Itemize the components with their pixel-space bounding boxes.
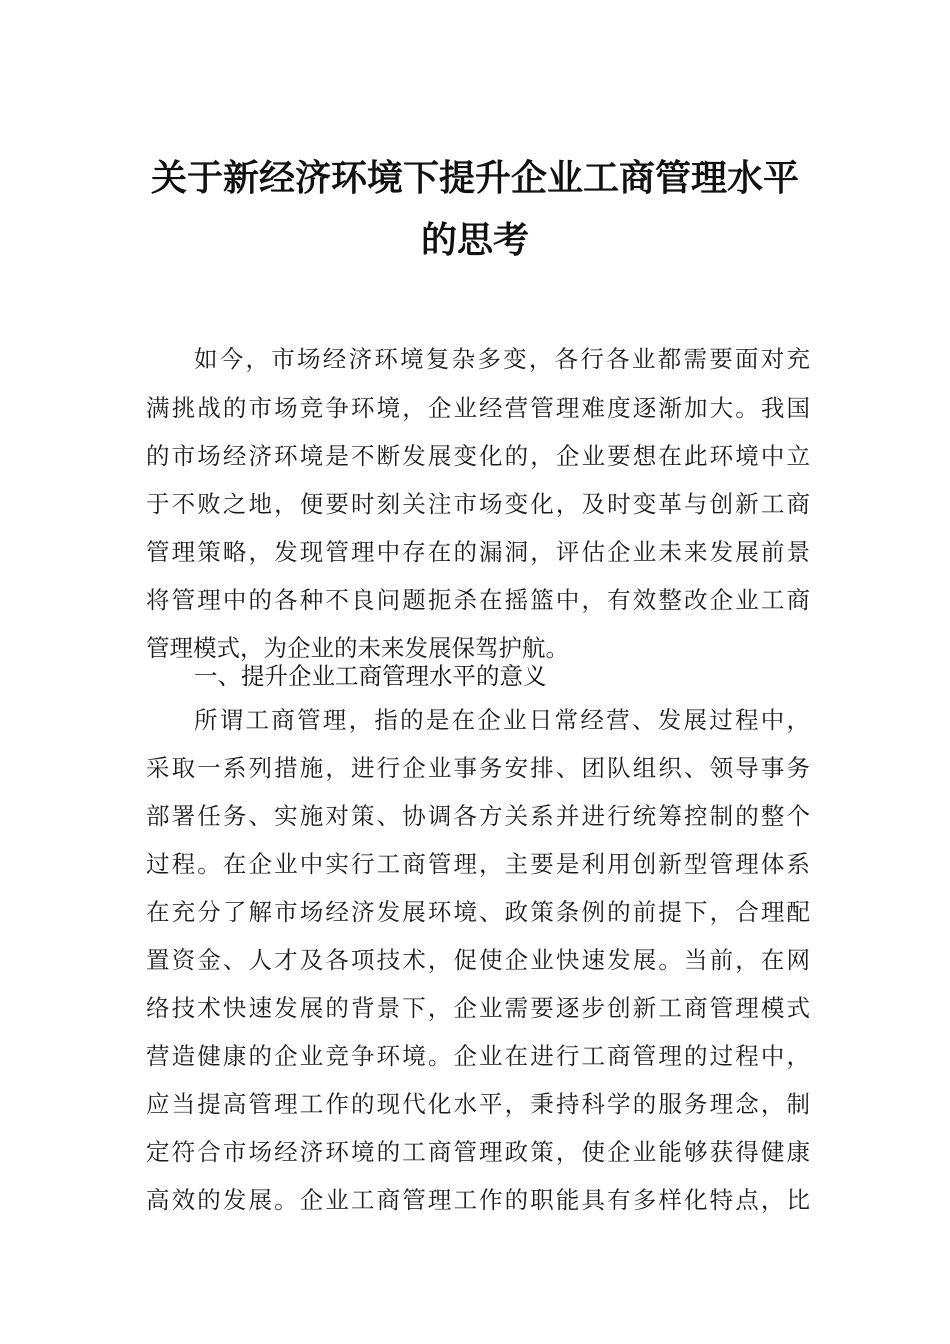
paragraph-line: 的市场经济环境是不断发展变化的，企业要想在此环境中立 — [146, 442, 810, 470]
section-heading: 一、提升企业工商管理水平的意义 — [194, 662, 547, 690]
paragraph-line: 满挑战的市场竞争环境，企业经营管理难度逐渐加大。我国 — [146, 394, 810, 422]
paragraph-line: 采取一系列措施，进行企业事务安排、团队组织、领导事务 — [146, 754, 810, 782]
paragraph-line: 高效的发展。企业工商管理工作的职能具有多样化特点，比 — [146, 1186, 810, 1214]
paragraph-line: 在充分了解市场经济发展环境、政策条例的前提下，合理配 — [146, 898, 810, 926]
paragraph-line: 部署任务、实施对策、协调各方关系并进行统筹控制的整个 — [146, 802, 810, 830]
paragraph-line: 于不败之地，便要时刻关注市场变化，及时变革与创新工商 — [146, 490, 810, 518]
paragraph-line: 如今，市场经济环境复杂多变，各行各业都需要面对充 — [194, 345, 810, 373]
paragraph-line: 管理策略，发现管理中存在的漏洞，评估企业未来发展前景 — [146, 538, 810, 566]
document-title-line-2: 的思考 — [420, 219, 529, 261]
paragraph-line: 营造健康的企业竞争环境。企业在进行工商管理的过程中， — [146, 1042, 810, 1070]
paragraph-line: 置资金、人才及各项技术，促使企业快速发展。当前，在网 — [146, 946, 810, 974]
paragraph-line: 络技术快速发展的背景下，企业需要逐步创新工商管理模式 — [146, 994, 810, 1022]
paragraph-line: 过程。在企业中实行工商管理，主要是利用创新型管理体系 — [146, 850, 810, 878]
document-title-line-1: 关于新经济环境下提升企业工商管理水平 — [150, 157, 799, 199]
paragraph-line: 所谓工商管理，指的是在企业日常经营、发展过程中， — [194, 706, 810, 734]
paragraph-line: 将管理中的各种不良问题扼杀在摇篮中，有效整改企业工商 — [146, 586, 810, 614]
paragraph-line: 管理模式，为企业的未来发展保驾护航。 — [146, 634, 569, 662]
paragraph-line: 定符合市场经济环境的工商管理政策，使企业能够获得健康 — [146, 1138, 810, 1166]
paragraph-line: 应当提高管理工作的现代化水平，秉持科学的服务理念，制 — [146, 1090, 810, 1118]
